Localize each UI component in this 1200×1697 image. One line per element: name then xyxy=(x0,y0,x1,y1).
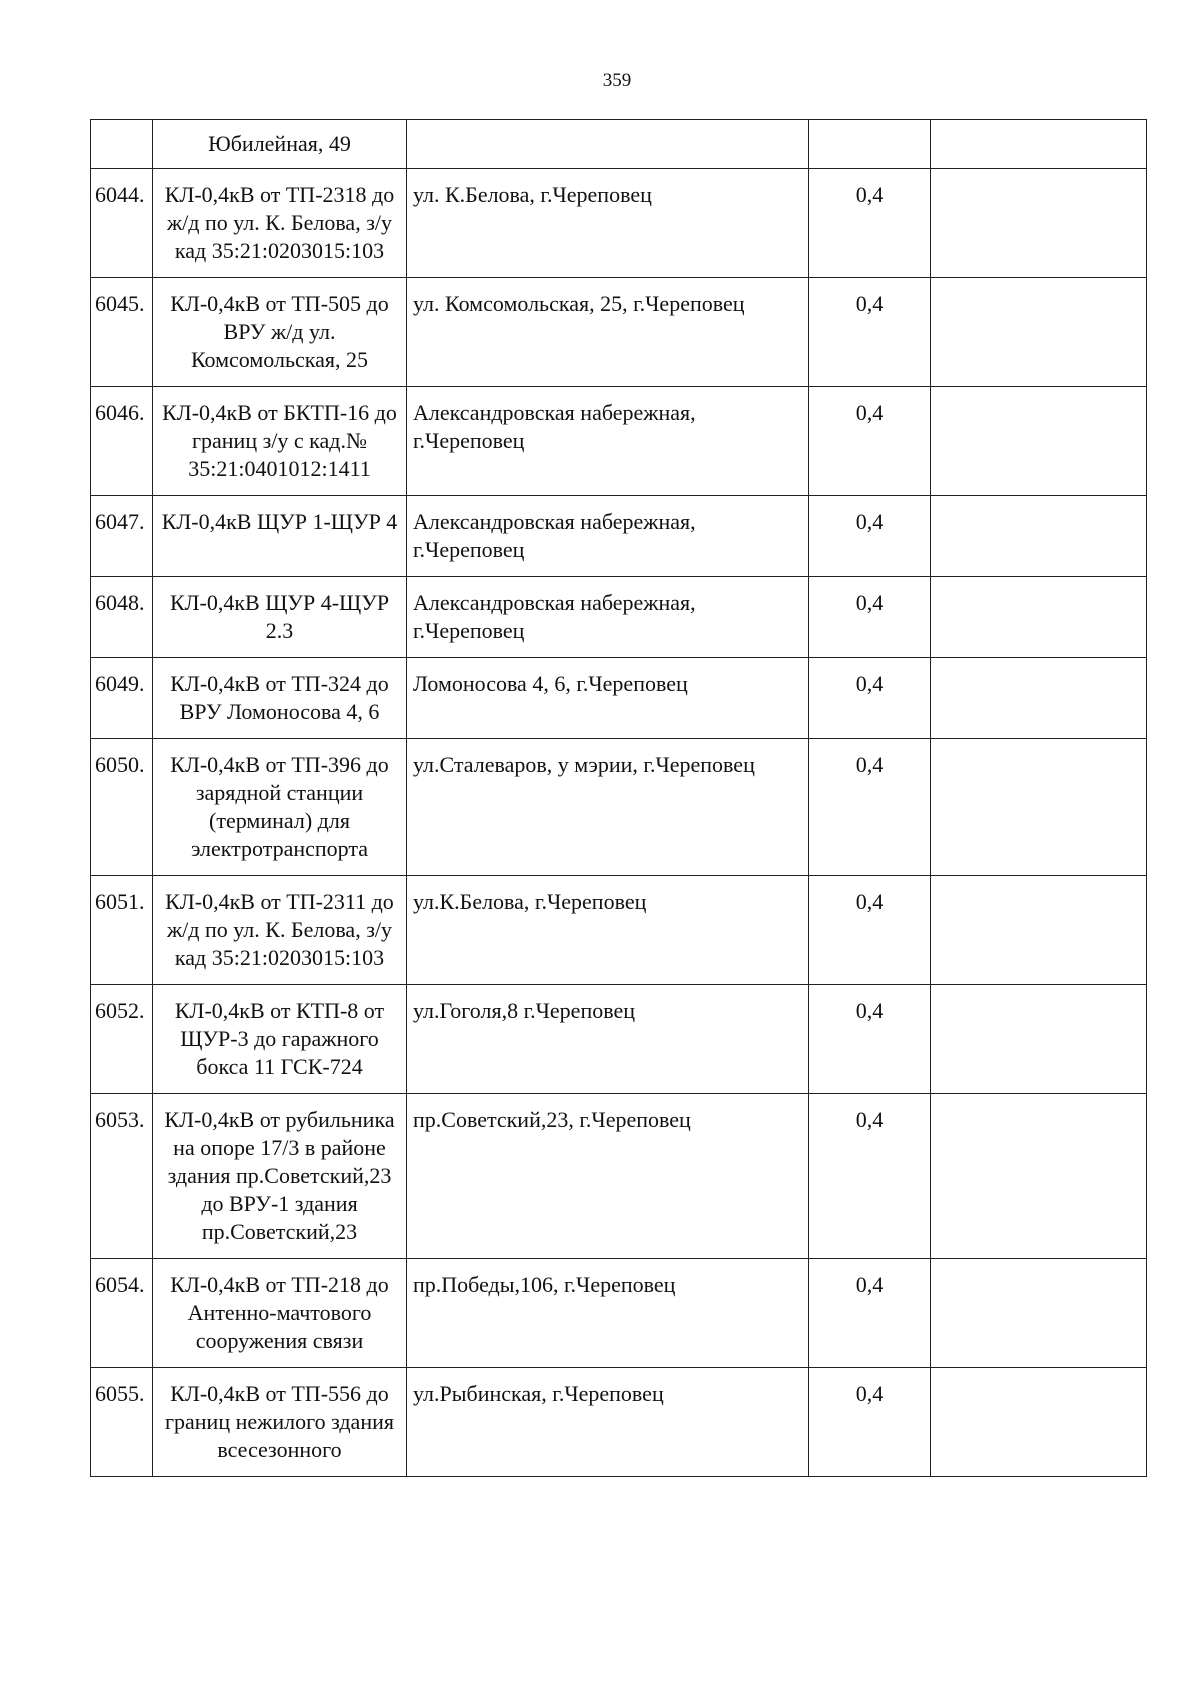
line-voltage: 0,4 xyxy=(809,876,931,985)
table-row xyxy=(91,1368,1147,1477)
line-address: Ломоносова 4, 6, г.Череповец xyxy=(407,658,809,739)
line-voltage: 0,4 xyxy=(809,1259,931,1368)
registry-table xyxy=(90,119,1147,1477)
line-address: пр.Советский,23, г.Череповец xyxy=(407,1094,809,1259)
line-name: КЛ-0,4кВ от рубильника на опоре 17/3 в районе здания пр.Советский,23 до ВРУ-1 здания пр.Советский,23 xyxy=(153,1094,407,1259)
line-note xyxy=(931,577,1147,658)
line-voltage: 0,4 xyxy=(809,387,931,496)
line-address: пр.Победы,106, г.Череповец xyxy=(407,1259,809,1368)
line-voltage: 0,4 xyxy=(809,1368,931,1477)
table-row xyxy=(91,1259,1147,1368)
row-number: 6044. xyxy=(91,169,153,278)
line-voltage: 0,4 xyxy=(809,658,931,739)
registry-body xyxy=(91,120,1147,1477)
row-number: 6050. xyxy=(91,739,153,876)
line-name: КЛ-0,4кВ от ТП-556 до границ нежилого здания всесезонного xyxy=(153,1368,407,1477)
line-name: КЛ-0,4кВ ЩУР 1-ЩУР 4 xyxy=(153,496,407,577)
row-number: 6051. xyxy=(91,876,153,985)
page-number: 359 xyxy=(602,70,632,91)
table-row xyxy=(91,278,1147,387)
table-row xyxy=(91,577,1147,658)
line-note xyxy=(931,387,1147,496)
table-row xyxy=(91,387,1147,496)
row-number: 6046. xyxy=(91,387,153,496)
row-number: 6049. xyxy=(91,658,153,739)
line-voltage xyxy=(809,120,931,169)
line-note xyxy=(931,1368,1147,1477)
line-name: КЛ-0,4кВ ЩУР 4-ЩУР 2.3 xyxy=(153,577,407,658)
line-voltage: 0,4 xyxy=(809,985,931,1094)
line-note xyxy=(931,120,1147,169)
line-address: ул.Гоголя,8 г.Череповец xyxy=(407,985,809,1094)
line-note xyxy=(931,739,1147,876)
line-address: Александровская набережная, г.Череповец xyxy=(407,496,809,577)
line-address: Александровская набережная, г.Череповец xyxy=(407,577,809,658)
line-address: ул.Рыбинская, г.Череповец xyxy=(407,1368,809,1477)
row-number: 6054. xyxy=(91,1259,153,1368)
line-name: КЛ-0,4кВ от ТП-2311 до ж/д по ул. К. Белова, з/у кад 35:21:0203015:103 xyxy=(153,876,407,985)
row-number: 6045. xyxy=(91,278,153,387)
line-name: КЛ-0,4кВ от ТП-218 до Антенно-мачтового сооружения связи xyxy=(153,1259,407,1368)
line-note xyxy=(931,876,1147,985)
line-note xyxy=(931,278,1147,387)
line-address: ул. К.Белова, г.Череповец xyxy=(407,169,809,278)
line-name: КЛ-0,4кВ от ТП-2318 до ж/д по ул. К. Белова, з/у кад 35:21:0203015:103 xyxy=(153,169,407,278)
line-address: ул.К.Белова, г.Череповец xyxy=(407,876,809,985)
table-row xyxy=(91,658,1147,739)
row-number: 6053. xyxy=(91,1094,153,1259)
table-row xyxy=(91,496,1147,577)
table-row xyxy=(91,876,1147,985)
row-number: 6055. xyxy=(91,1368,153,1477)
line-name: КЛ-0,4кВ от КТП-8 от ЩУР-3 до гаражного бокса 11 ГСК-724 xyxy=(153,985,407,1094)
line-name: КЛ-0,4кВ от БКТП-16 до границ з/у с кад.№ 35:21:0401012:1411 xyxy=(153,387,407,496)
line-voltage: 0,4 xyxy=(809,278,931,387)
line-voltage: 0,4 xyxy=(809,169,931,278)
line-address: Александровская набережная, г.Череповец xyxy=(407,387,809,496)
row-number: 6048. xyxy=(91,577,153,658)
row-number: 6047. xyxy=(91,496,153,577)
line-voltage: 0,4 xyxy=(809,1094,931,1259)
row-number: 6052. xyxy=(91,985,153,1094)
line-address: ул. Комсомольская, 25, г.Череповец xyxy=(407,278,809,387)
line-note xyxy=(931,496,1147,577)
line-name: Юбилейная, 49 xyxy=(153,120,407,169)
line-address xyxy=(407,120,809,169)
line-note xyxy=(931,169,1147,278)
line-address: ул.Сталеваров, у мэрии, г.Череповец xyxy=(407,739,809,876)
row-number xyxy=(91,120,153,169)
table-row xyxy=(91,169,1147,278)
table-row xyxy=(91,739,1147,876)
line-name: КЛ-0,4кВ от ТП-396 до зарядной станции (терминал) для электротранспорта xyxy=(153,739,407,876)
line-voltage: 0,4 xyxy=(809,496,931,577)
line-note xyxy=(931,1259,1147,1368)
line-note xyxy=(931,658,1147,739)
table-row xyxy=(91,1094,1147,1259)
table-row-continued xyxy=(91,120,1147,169)
line-note xyxy=(931,1094,1147,1259)
line-name: КЛ-0,4кВ от ТП-505 до ВРУ ж/д ул. Комсомольская, 25 xyxy=(153,278,407,387)
line-note xyxy=(931,985,1147,1094)
line-name: КЛ-0,4кВ от ТП-324 до ВРУ Ломоносова 4, 6 xyxy=(153,658,407,739)
line-voltage: 0,4 xyxy=(809,577,931,658)
table-row xyxy=(91,985,1147,1094)
line-voltage: 0,4 xyxy=(809,739,931,876)
